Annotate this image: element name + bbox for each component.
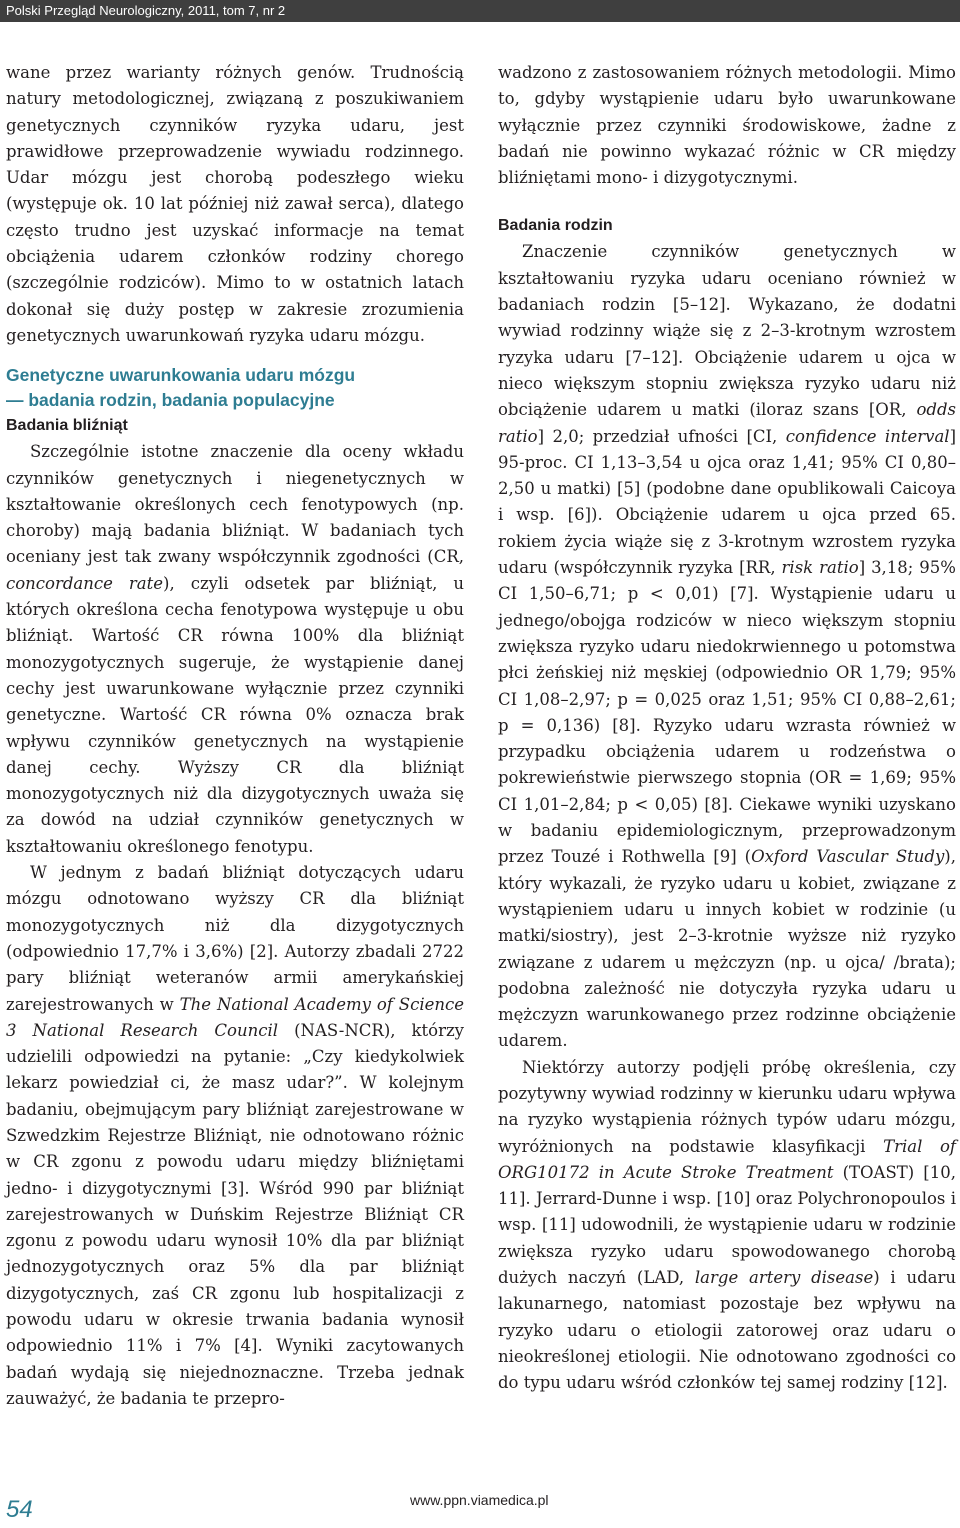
section-title	[6, 363, 464, 413]
paragraph-intro: wane przez warianty różnych genów. Trudnością natury metodologicznej, związaną z poszukiwaniem genetycznych czynników ryzyka udaru, jest prawidłowe przeprowadzenie wywiadu rodzinnego. Udar mózgu jest chorobą podeszłego wieku (występuje ok. 10 lat później niż zawał serca), dlatego często trudno jest uzyskać informacje na temat obciążenia udarem członków rodziny chorego (szczególnie rodziców). Mimo to w ostatnich latach dokonał się duży postęp w zakresie zrozumienia genetycznych uwarunkowań ryzyka udaru mózgu.	[6, 63, 464, 345]
page-number: 54	[6, 1496, 33, 1523]
subhead-family-studies: Badania rodzin	[498, 217, 613, 235]
paragraph-family-risk: Znaczenie czynników genetycznych w kształtowaniu ryzyka udaru oceniano również w badaniach rodzin [5–12]. Wykazano, że dodatni wywiad rodzinny wiąże się z 2–3-krotnym wzrostem ryzyka udaru [7–12]. Obciążenie udarem u ojca w nieco większym stopniu zwiększa ryzyko udaru niż obciążenie udarem u matki (iloraz szans [OR, odds ratio] 2,0; przedział ufności [CI, confidence interval] 95-proc. CI 1,13–3,54 u ojca oraz 1,41; 95% CI 0,80–2,50 u matki) [5] (podobne dane opublikowali Caicoya i wsp. [6]). Obciążenie udarem u ojca przed 65. rokiem życia wiąże się z 3-krotnym wzrostem ryzyka udaru (współczynnik ryzyka [RR, risk ratio] 3,18; 95% CI 1,50–6,71; p < 0,01) [7]. Wystąpienie udaru u jednego/obojga rodziców w nieco większym stopniu zwiększa ryzyko udaru niedokrwiennego u potomstwa płci żeńskiej niż męskiej (odpowiednio OR 1,79; 95% CI 1,08–2,97; p = 0,025 oraz 1,51; 95% CI 0,88–2,61; p = 0,136) [8]. Ryzyko udaru wzrasta również w przypadku obciążenia udarem u rodzeństwa o pokrewieństwie pierwszego stopnia (OR = 1,69; 95% CI 1,01–2,84; p < 0,05) [8]. Ciekawe wyniki uzyskano w badaniu epidemiologicznym, przeprowadzonym przez Touzé i Rothwella [9] (Oxford Vascular Study), który wykazali, że ryzyko udaru u kobiet, związane z wystąpieniem udaru u innych kobiet w rodzinie (u matki/siostry), jest 2–3-krotnie wyższe niż ryzyko związane z udarem u mężczyzn (np. u ojca/ /brata); podobna zależność nie dotyczyła ryzyka udaru u mężczyzn warunkowanego przez rodzinne obciążenie udarem.	[498, 242, 956, 1051]
website-link[interactable]: www.ppn.viamedica.pl	[410, 1492, 549, 1508]
paragraph-methodology: wadzono z zastosowaniem różnych metodologii. Mimo to, gdyby wystąpienie udaru było uwarunkowane wyłącznie przez czynniki środowiskowe, żadne z badań nie powinno wykazać różnic w CR między bliźniętami mono- i dizygotycznymi.	[498, 63, 956, 188]
journal-header: Polski Przegląd Neurologiczny, 2011, tom 7, nr 2	[0, 0, 960, 22]
right-column	[498, 60, 956, 1397]
subhead-twin-studies: Badania bliźniąt	[6, 417, 128, 435]
paragraph-twins-studies: W jednym z badań bliźniąt dotyczących udaru mózgu odnotowano wyższy CR dla bliźniąt monozygotycznych niż dla dizygotycznych (odpowiednio 17,7% i 3,6%) [2]. Autorzy zbadali 2722 pary bliźniąt weteranów armii amerykańskiej zarejestrowanych w The National Academy of Science 3 National Research Council (NAS-NCR), którzy udzielili odpowiedzi na pytanie: „Czy kiedykolwiek lekarz powiedział ci, że masz udar?”. W kolejnym badaniu, obejmującym pary bliźniąt zarejestrowane w Szwedzkim Rejestrze Bliźniąt, nie odnotowano różnic w CR zgonu z powodu udaru między bliźniętami jedno- i dizygotycznymi [3]. Wśród 990 par bliźniąt zarejestrowanych w Duńskim Rejestrze Bliźniąt CR zgonu z powodu udaru wynosił 10% dla par bliźniąt jednozygotycznych oraz 5% dla par bliźniąt dizygotycznych, zaś CR zgonu lub hospitalizacji z powodu udaru w okresie trwania badania wynosił odpowiednio 11% i 7% [4]. Wyniki zacytowanych badań wydają się niejednoznaczne. Trzeba jednak zauważyć, że badania te przepro-	[6, 863, 464, 1408]
section-title-line-1: Genetyczne uwarunkowania udaru mózgu	[6, 365, 356, 386]
paragraph-toast: Niektórzy autorzy podjęli próbę określenia, czy pozytywny wywiad rodzinny w kierunku udaru wpływa na ryzyko wystąpienia różnych typów udaru mózgu, wyróżnionych na podstawie klasyfikacji Trial of ORG10172 in Acute Stroke Treatment (TOAST) [10, 11]. Jerrard-Dunne i wsp. [10] oraz Polychronopoulos i wsp. [11] udowodnili, że wystąpienie udaru w rodzinie zwiększa ryzyko udaru spowodowanego chorobą dużych naczyń (LAD, large artery disease) i udaru lakunarnego, natomiast pozostaje bez wpływu na ryzyko udaru o etiologii zatorowej oraz udaru o nieokreślonej etiologii. Nie odnotowano zgodności co do typu udaru wśród członków tej samej rodziny [12].	[498, 1057, 956, 1393]
paragraph-twins-concordance: Szczególnie istotne znaczenie dla oceny wkładu czynników genetycznych i niegenetycznych w kształtowanie określonych cech fenotypowych (np. choroby) mają badania bliźniąt. W badaniach tych oceniany jest tak zwany współczynnik zgodności (CR, concordance rate), czyli odsetek par bliźniąt, u których określona cecha fenotypowa występuje u obu bliźniąt. Wartość CR równa 100% dla bliźniąt monozygotycznych sugeruje, że wystąpienie danej cechy jest uwarunkowane wyłącznie przez czynniki genetyczne. Wartość CR równa 0% oznacza brak wpływu czynników genetycznych na wystąpienie danej cechy. Wyższy CR dla bliźniąt monozygotycznych niż dla dizygotycznych uważa się za dowód na udział czynników genetycznych w kształtowaniu określonego fenotypu.	[6, 442, 464, 856]
section-title-line-2: — badania rodzin, badania populacyjne	[6, 390, 335, 411]
left-column	[6, 60, 464, 1412]
